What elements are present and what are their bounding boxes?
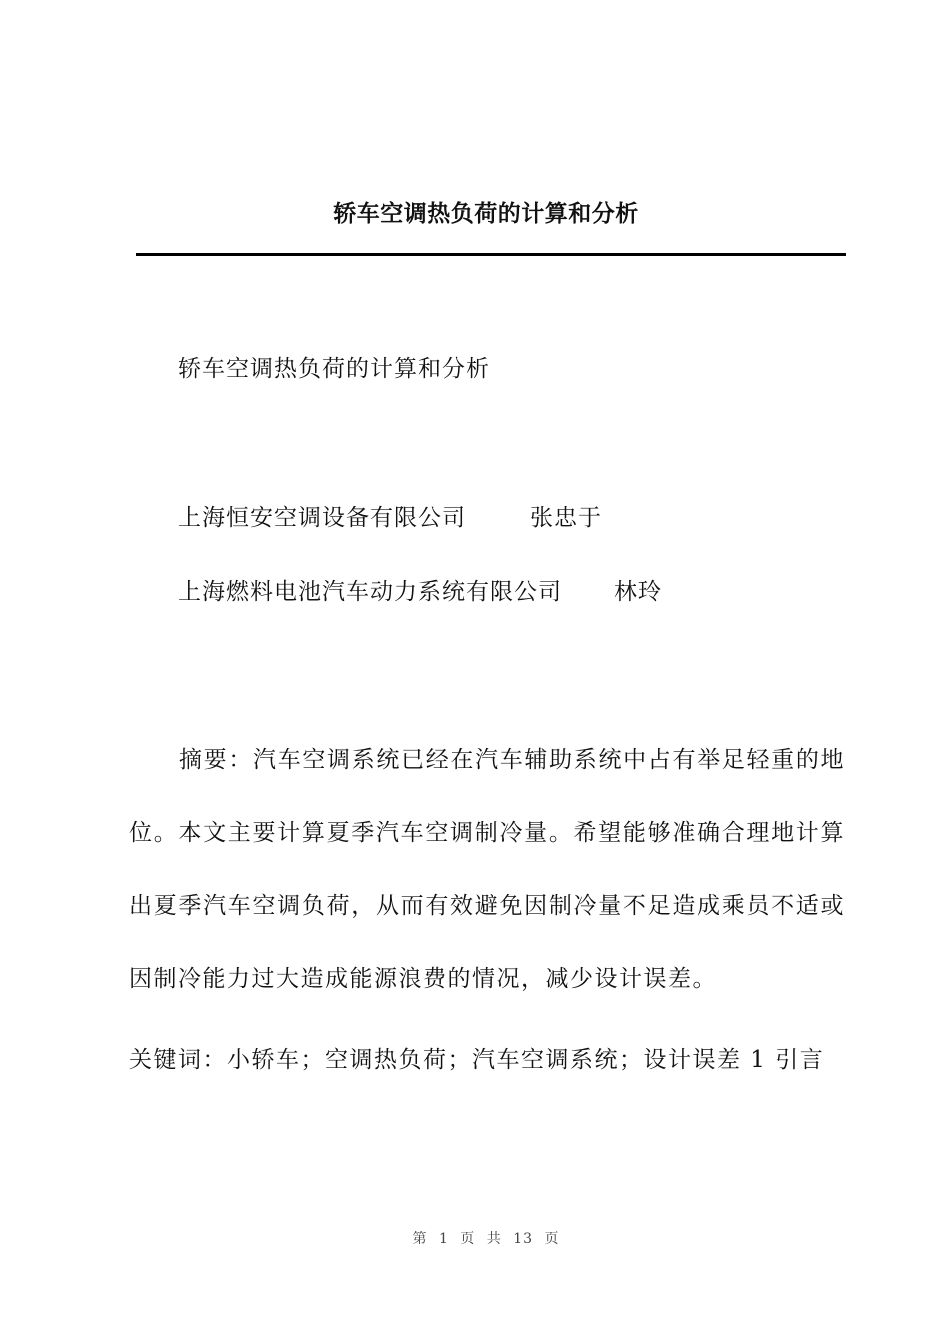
author-affiliation: 上海恒安空调设备有限公司 xyxy=(178,505,466,531)
page-number-footer: 第 1 页 共 13 页 xyxy=(412,1231,560,1247)
document-title: 轿车空调热负荷的计算和分析 xyxy=(178,356,490,382)
author-name: 林玲 xyxy=(614,579,662,605)
author-affiliation: 上海燃料电池汽车动力系统有限公司 xyxy=(178,579,562,605)
page-header-title: 轿车空调热负荷的计算和分析 xyxy=(333,201,639,227)
author-line-2 xyxy=(178,574,662,610)
abstract-paragraph: 摘要：汽车空调系统已经在汽车辅助系统中占有举足轻重的地位。本文主要计算夏季汽车空调制冷量。希望能够准确合理地计算出夏季汽车空调负荷，从而有效避免因制冷量不足造成乘员不适或因制冷能力过大造成能源浪费的情况，减少设计误差。 xyxy=(129,747,845,992)
author-line-1 xyxy=(178,500,602,536)
header-divider xyxy=(136,253,846,256)
keywords-paragraph: 关键词：小轿车；空调热负荷；汽车空调系统；设计误差 1 引言 xyxy=(129,1047,825,1073)
author-name: 张忠于 xyxy=(530,505,602,531)
